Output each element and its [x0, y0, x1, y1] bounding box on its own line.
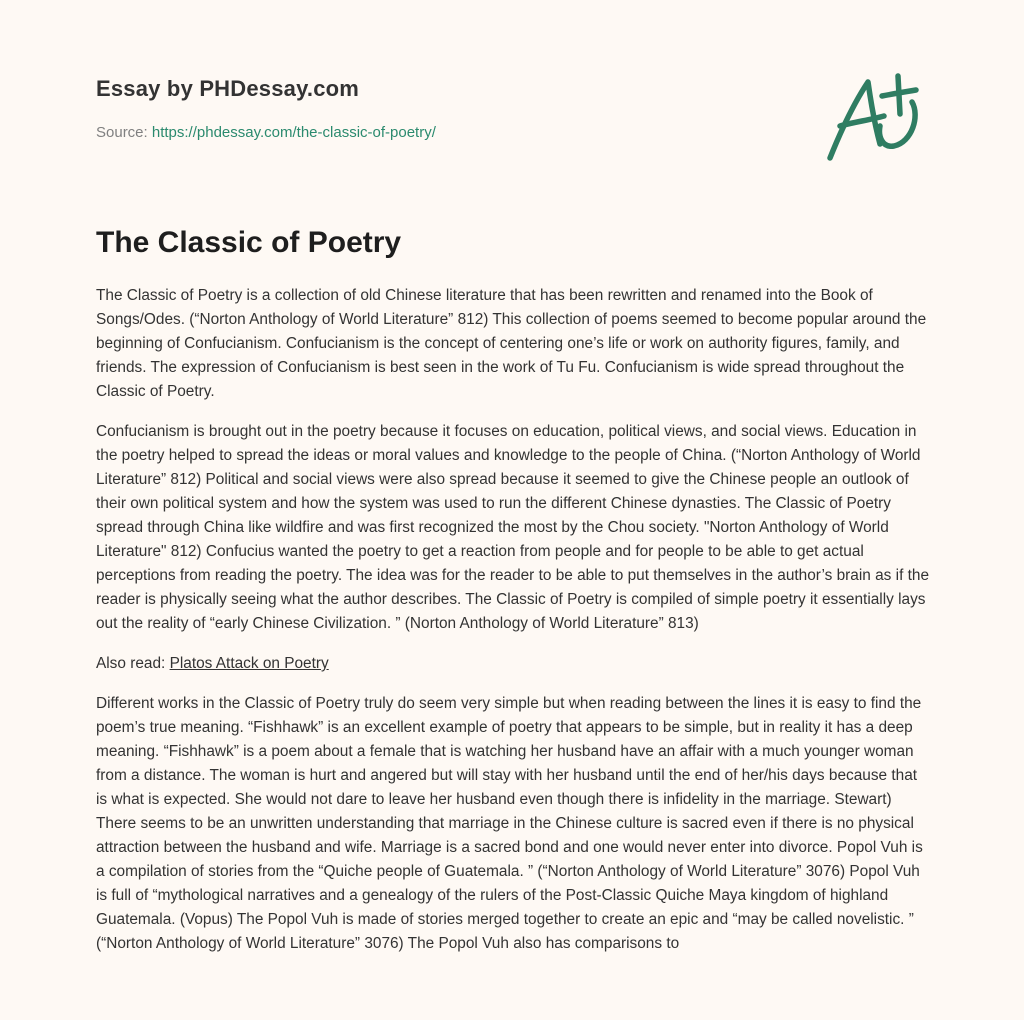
article-body: [96, 284, 932, 972]
paragraph: Different works in the Classic of Poetry truly do seem very simple but when reading between the lines it is easy to find the poem’s true meaning. “Fishhawk” is an excellent example of poetry that appears to be simple, but in reality it has a deep meaning. “Fishhawk” is a poem about a female that is watching her husband have an affair with a much younger woman from a distance. The woman is hurt and angered but will stay with her husband until the end of her/his days because that is what is expected. She would not dare to leave her husband even though there is infidelity in the marriage. Stewart) There seems to be an unwritten understanding that marriage in the Chinese culture is sacred even if there is no physical attraction between the husband and wife. Marriage is a sacred bond and one would never enter into divorce. Popol Vuh is a compilation of stories from the “Quiche people of Guatemala. ” (“Norton Anthology of World Literature” 3076) Popol Vuh is full of “mythological narratives and a genealogy of the rulers of the Post-Classic Quiche Maya kingdom of highland Guatemala. (Vopus) The Popol Vuh is made of stories merged together to create an epic and “may be called novelistic. ” (“Norton Anthology of World Literature” 3076) The Popol Vuh also has comparisons to: [96, 695, 923, 952]
site-brand: Essay by PHDessay.com: [96, 76, 360, 101]
also-read: [96, 652, 932, 676]
a-plus-grade-icon: [820, 66, 930, 166]
source-link[interactable]: https://phdessay.com/the-classic-of-poetry/: [151, 124, 436, 141]
source-label: Source:: [96, 124, 152, 141]
paragraph: The Classic of Poetry is a collection of old Chinese literature that has been rewritten and renamed into the Book of Songs/Odes. (“Norton Anthology of World Literature” 812) This collection of poems seemed to become popular around the beginning of Confucianism. Confucianism is the concept of centering one’s life or work on authority figures, family, and friends. The expression of Confucianism is best seen in the work of Tu Fu. Confucianism is wide spread throughout the Classic of Poetry.: [96, 287, 927, 400]
source-line: [96, 124, 436, 141]
article-title: The Classic of Poetry: [96, 226, 402, 259]
paragraph: Confucianism is brought out in the poetry because it focuses on education, political views, and social views. Education in the poetry helped to spread the ideas or moral values and knowledge to the people of China. (“Norton Anthology of World Literature” 812) Political and social views were also spread because it seemed to give the Chinese people an outlook of their own political system and how the system was used to run the different Chinese dynasties. The Classic of Poetry spread through China like wildfire and was first recognized the most by the Chou society. "Norton Anthology of World Literature" 812) Confucius wanted the poetry to get a reaction from people and for people to be able to get actual perceptions from reading the poetry. The idea was for the reader to be able to put themselves in the author’s brain as if the reader is physically seeing what the author describes. The Classic of Poetry is compiled of simple poetry it essentially lays out the reality of “early Chinese Civilization. ” (Norton Anthology of World Literature” 813): [96, 423, 930, 632]
also-read-link[interactable]: Platos Attack on Poetry: [169, 655, 329, 672]
also-read-label: Also read:: [96, 655, 170, 672]
